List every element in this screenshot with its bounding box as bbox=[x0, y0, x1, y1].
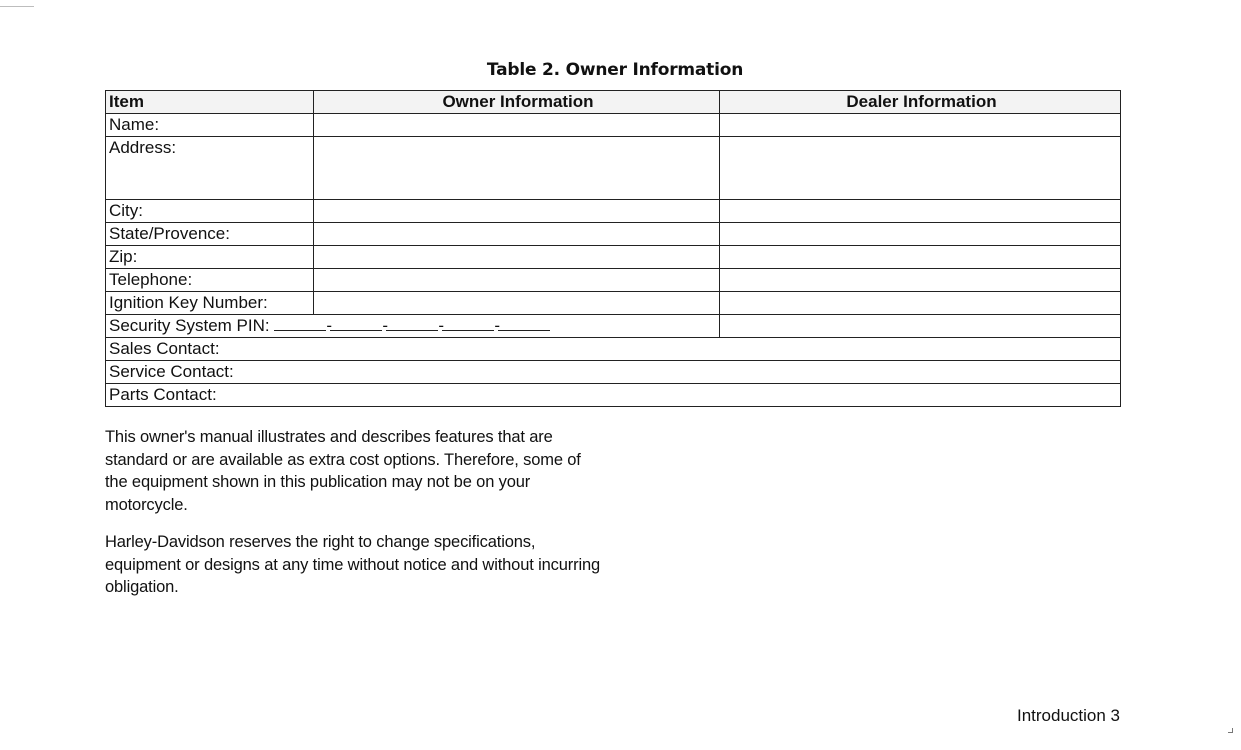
owner-zip-cell[interactable] bbox=[314, 246, 720, 269]
row-label: Ignition Key Number: bbox=[106, 292, 314, 315]
table-row-service-contact bbox=[106, 361, 1121, 384]
row-label: Telephone: bbox=[106, 269, 314, 292]
table-row-parts-contact bbox=[106, 384, 1121, 407]
owner-state-cell[interactable] bbox=[314, 223, 720, 246]
dealer-city-cell[interactable] bbox=[720, 200, 1121, 223]
header-item: Item bbox=[106, 91, 314, 114]
features-paragraph: This owner's manual illustrates and describes features that are standard or are available as extra cost options. Therefore, some of the equipment shown in this publication may not be on your motorcycle. bbox=[105, 428, 581, 514]
owner-name-cell[interactable] bbox=[314, 114, 720, 137]
pin-separator: - bbox=[326, 316, 333, 335]
owner-ignition-key-cell[interactable] bbox=[314, 292, 720, 315]
dealer-name-cell[interactable] bbox=[720, 114, 1121, 137]
dealer-ignition-key-cell[interactable] bbox=[720, 292, 1121, 315]
page-footer: Introduction 3 bbox=[1016, 706, 1120, 725]
row-label: Name: bbox=[106, 114, 314, 137]
dealer-telephone-cell[interactable] bbox=[720, 269, 1121, 292]
row-label: Zip: bbox=[106, 246, 314, 269]
corner-crop-mark bbox=[1228, 728, 1233, 733]
parts-contact-cell[interactable]: Parts Contact: bbox=[106, 384, 1121, 407]
owner-address-cell[interactable] bbox=[314, 137, 720, 200]
rights-paragraph: Harley-Davidson reserves the right to change specifications, equipment or designs at any time without notice and without incurring obligation. bbox=[105, 533, 601, 596]
table-row-security-pin bbox=[106, 315, 1121, 338]
pin-digit-blank[interactable] bbox=[330, 316, 382, 331]
pin-separator: - bbox=[382, 316, 389, 335]
table-row-telephone bbox=[106, 269, 1121, 292]
table-row-ignition-key bbox=[106, 292, 1121, 315]
sales-contact-cell[interactable]: Sales Contact: bbox=[106, 338, 1121, 361]
pin-digit-blank[interactable] bbox=[498, 316, 550, 331]
service-contact-cell[interactable]: Service Contact: bbox=[106, 361, 1121, 384]
table-row-city bbox=[106, 200, 1121, 223]
pin-digit-blank[interactable] bbox=[274, 316, 326, 331]
dealer-address-cell[interactable] bbox=[720, 137, 1121, 200]
owner-information-table bbox=[105, 90, 1121, 407]
table-row-name bbox=[106, 114, 1121, 137]
row-label: Security System PIN: bbox=[109, 316, 270, 335]
dealer-zip-cell[interactable] bbox=[720, 246, 1121, 269]
row-label: City: bbox=[106, 200, 314, 223]
pin-digit-blank[interactable] bbox=[442, 316, 494, 331]
pin-separator: - bbox=[494, 316, 501, 335]
table-row-address bbox=[106, 137, 1121, 200]
row-label: State/Provence: bbox=[106, 223, 314, 246]
table-row-zip bbox=[106, 246, 1121, 269]
owner-telephone-cell[interactable] bbox=[314, 269, 720, 292]
owner-city-cell[interactable] bbox=[314, 200, 720, 223]
row-label: Address: bbox=[106, 137, 314, 200]
security-pin-cell bbox=[106, 315, 720, 338]
table-header-row bbox=[106, 91, 1121, 114]
table-row-state bbox=[106, 223, 1121, 246]
table-row-sales-contact bbox=[106, 338, 1121, 361]
dealer-state-cell[interactable] bbox=[720, 223, 1121, 246]
corner-crop-mark bbox=[0, 6, 34, 7]
header-dealer-information: Dealer Information bbox=[720, 91, 1121, 114]
table-title: Table 2. Owner Information bbox=[486, 60, 744, 80]
pin-separator: - bbox=[438, 316, 445, 335]
dealer-security-pin-cell[interactable] bbox=[720, 315, 1121, 338]
pin-digit-blank[interactable] bbox=[386, 316, 438, 331]
header-owner-information: Owner Information bbox=[314, 91, 720, 114]
